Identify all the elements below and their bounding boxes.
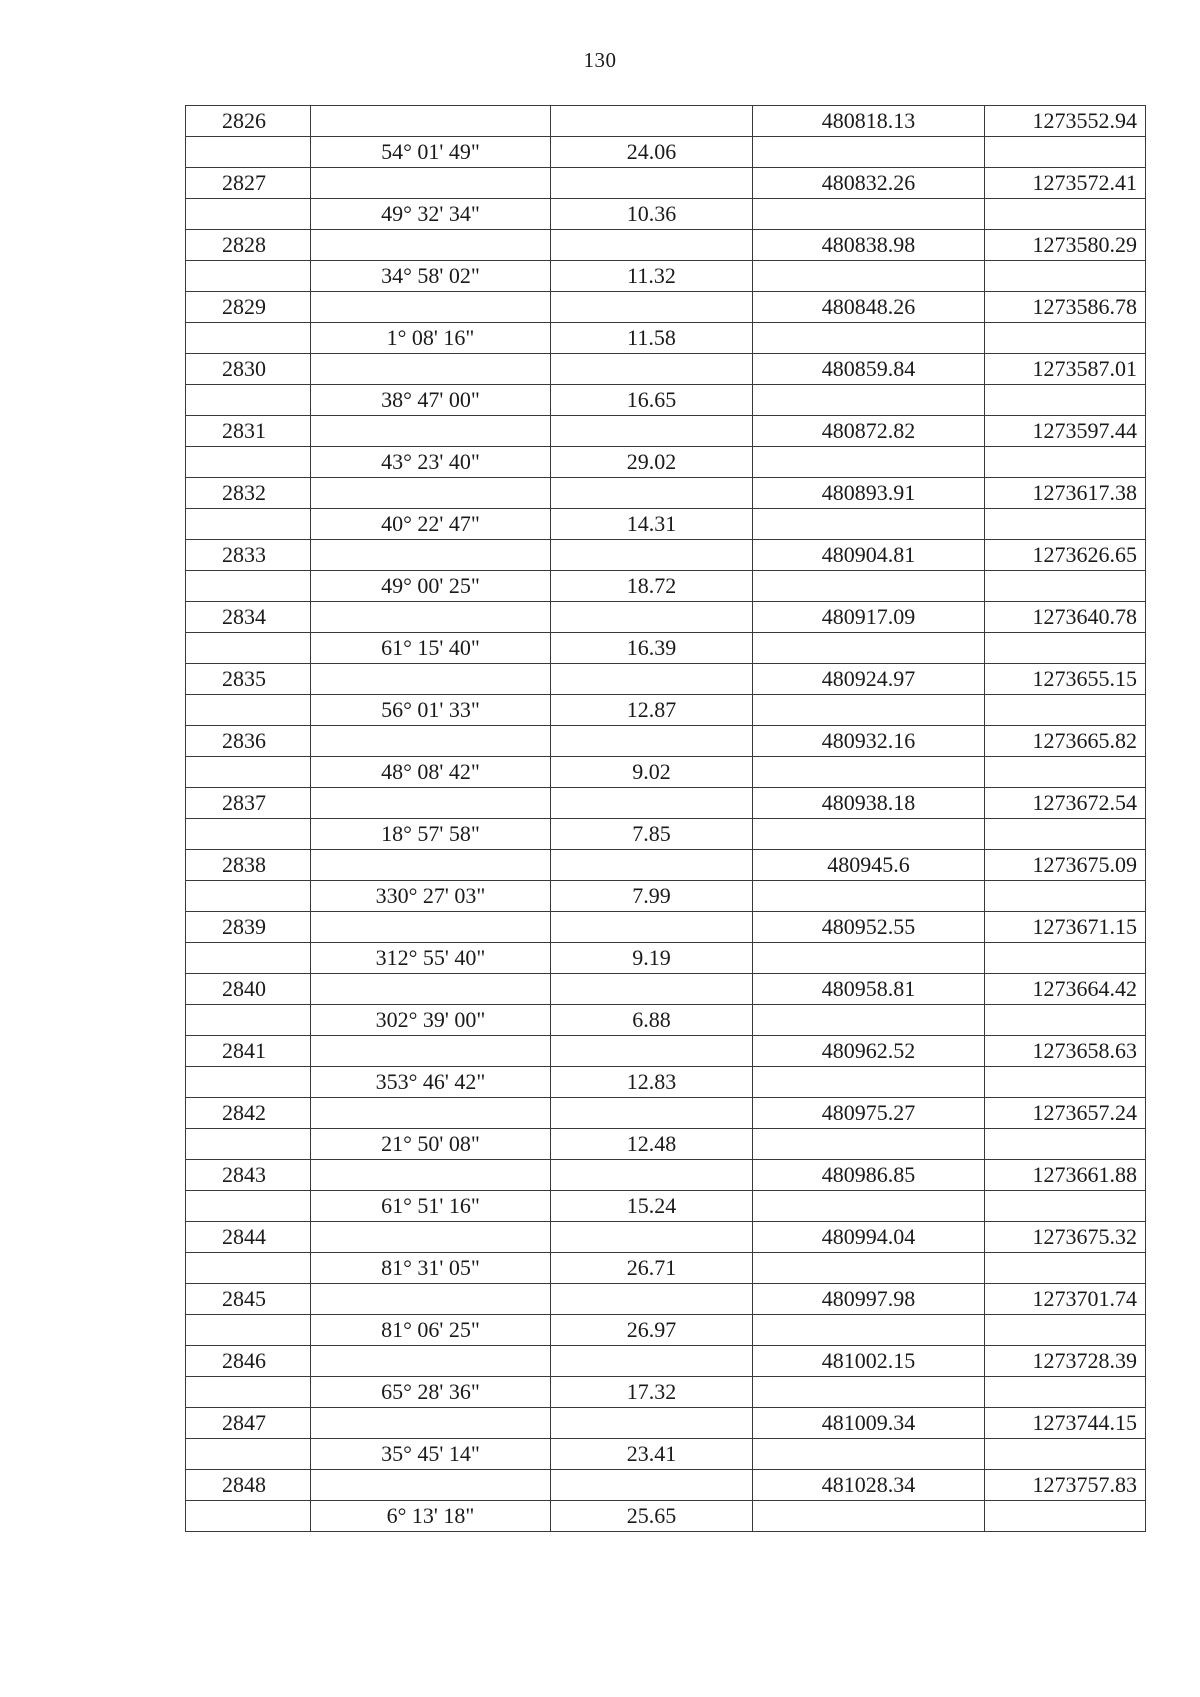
bearing-cell: 302° 39' 00" bbox=[311, 1005, 551, 1036]
point-number-cell: 2843 bbox=[186, 1160, 311, 1191]
table-row-point bbox=[186, 850, 1146, 881]
bearing-cell: 81° 31' 05" bbox=[311, 1253, 551, 1284]
distance-cell: 29.02 bbox=[551, 447, 753, 478]
table-row-segment bbox=[186, 261, 1146, 292]
y-coordinate-cell: 1273587.01 bbox=[985, 354, 1146, 385]
empty-cell bbox=[311, 1470, 551, 1501]
empty-cell bbox=[753, 1439, 985, 1470]
distance-cell: 24.06 bbox=[551, 137, 753, 168]
empty-cell bbox=[985, 1191, 1146, 1222]
empty-cell bbox=[985, 1315, 1146, 1346]
bearing-cell: 61° 15' 40" bbox=[311, 633, 551, 664]
empty-cell bbox=[753, 757, 985, 788]
table-row-point bbox=[186, 1036, 1146, 1067]
distance-cell: 12.83 bbox=[551, 1067, 753, 1098]
table-row-segment bbox=[186, 1501, 1146, 1532]
table-row-segment bbox=[186, 695, 1146, 726]
empty-cell bbox=[551, 168, 753, 199]
y-coordinate-cell: 1273675.32 bbox=[985, 1222, 1146, 1253]
distance-cell: 7.99 bbox=[551, 881, 753, 912]
empty-cell bbox=[753, 881, 985, 912]
empty-cell bbox=[311, 354, 551, 385]
point-number-cell: 2838 bbox=[186, 850, 311, 881]
x-coordinate-cell: 480893.91 bbox=[753, 478, 985, 509]
empty-cell bbox=[985, 261, 1146, 292]
x-coordinate-cell: 480848.26 bbox=[753, 292, 985, 323]
distance-cell: 9.02 bbox=[551, 757, 753, 788]
empty-cell bbox=[753, 1377, 985, 1408]
survey-coordinates-table bbox=[185, 105, 1146, 1532]
bearing-cell: 35° 45' 14" bbox=[311, 1439, 551, 1470]
x-coordinate-cell: 480962.52 bbox=[753, 1036, 985, 1067]
empty-cell bbox=[985, 757, 1146, 788]
empty-cell bbox=[753, 1129, 985, 1160]
bearing-cell: 54° 01' 49" bbox=[311, 137, 551, 168]
empty-cell bbox=[985, 1501, 1146, 1532]
bearing-cell: 56° 01' 33" bbox=[311, 695, 551, 726]
bearing-cell: 43° 23' 40" bbox=[311, 447, 551, 478]
empty-cell bbox=[551, 354, 753, 385]
distance-cell: 23.41 bbox=[551, 1439, 753, 1470]
table-row-segment bbox=[186, 571, 1146, 602]
table-row-segment bbox=[186, 633, 1146, 664]
empty-cell bbox=[551, 1346, 753, 1377]
y-coordinate-cell: 1273664.42 bbox=[985, 974, 1146, 1005]
empty-cell bbox=[311, 168, 551, 199]
point-number-cell: 2829 bbox=[186, 292, 311, 323]
empty-cell bbox=[753, 1191, 985, 1222]
table-row-segment bbox=[186, 385, 1146, 416]
empty-cell bbox=[186, 819, 311, 850]
table-row-point bbox=[186, 1284, 1146, 1315]
empty-cell bbox=[186, 695, 311, 726]
table-row-point bbox=[186, 1408, 1146, 1439]
empty-cell bbox=[551, 1408, 753, 1439]
table-row-segment bbox=[186, 509, 1146, 540]
bearing-cell: 49° 00' 25" bbox=[311, 571, 551, 602]
empty-cell bbox=[985, 695, 1146, 726]
y-coordinate-cell: 1273728.39 bbox=[985, 1346, 1146, 1377]
table-row-segment bbox=[186, 447, 1146, 478]
empty-cell bbox=[551, 230, 753, 261]
table-row-segment bbox=[186, 137, 1146, 168]
empty-cell bbox=[186, 1315, 311, 1346]
empty-cell bbox=[985, 385, 1146, 416]
empty-cell bbox=[551, 664, 753, 695]
bearing-cell: 49° 32' 34" bbox=[311, 199, 551, 230]
empty-cell bbox=[985, 1377, 1146, 1408]
empty-cell bbox=[551, 850, 753, 881]
empty-cell bbox=[186, 447, 311, 478]
table-row-point bbox=[186, 1222, 1146, 1253]
table-row-segment bbox=[186, 881, 1146, 912]
bearing-cell: 48° 08' 42" bbox=[311, 757, 551, 788]
table-row-segment bbox=[186, 1439, 1146, 1470]
empty-cell bbox=[753, 695, 985, 726]
table-row-point bbox=[186, 974, 1146, 1005]
x-coordinate-cell: 480975.27 bbox=[753, 1098, 985, 1129]
x-coordinate-cell: 481009.34 bbox=[753, 1408, 985, 1439]
bearing-cell: 21° 50' 08" bbox=[311, 1129, 551, 1160]
point-number-cell: 2844 bbox=[186, 1222, 311, 1253]
empty-cell bbox=[186, 1253, 311, 1284]
table-row-point bbox=[186, 168, 1146, 199]
table-row-point bbox=[186, 416, 1146, 447]
empty-cell bbox=[551, 1160, 753, 1191]
y-coordinate-cell: 1273658.63 bbox=[985, 1036, 1146, 1067]
empty-cell bbox=[311, 1346, 551, 1377]
empty-cell bbox=[311, 416, 551, 447]
empty-cell bbox=[311, 1284, 551, 1315]
empty-cell bbox=[186, 1191, 311, 1222]
empty-cell bbox=[985, 881, 1146, 912]
empty-cell bbox=[186, 323, 311, 354]
table-row-point bbox=[186, 788, 1146, 819]
x-coordinate-cell: 480952.55 bbox=[753, 912, 985, 943]
table-row-segment bbox=[186, 199, 1146, 230]
y-coordinate-cell: 1273757.83 bbox=[985, 1470, 1146, 1501]
table-row-point bbox=[186, 1160, 1146, 1191]
empty-cell bbox=[753, 323, 985, 354]
empty-cell bbox=[311, 540, 551, 571]
empty-cell bbox=[985, 1067, 1146, 1098]
bearing-cell: 1° 08' 16" bbox=[311, 323, 551, 354]
empty-cell bbox=[551, 106, 753, 137]
table-row-segment bbox=[186, 1005, 1146, 1036]
table-row-point bbox=[186, 726, 1146, 757]
empty-cell bbox=[985, 1439, 1146, 1470]
table-row-segment bbox=[186, 943, 1146, 974]
table-row-point bbox=[186, 664, 1146, 695]
point-number-cell: 2847 bbox=[186, 1408, 311, 1439]
distance-cell: 26.71 bbox=[551, 1253, 753, 1284]
point-number-cell: 2845 bbox=[186, 1284, 311, 1315]
x-coordinate-cell: 480932.16 bbox=[753, 726, 985, 757]
distance-cell: 15.24 bbox=[551, 1191, 753, 1222]
distance-cell: 12.48 bbox=[551, 1129, 753, 1160]
table-row-point bbox=[186, 912, 1146, 943]
point-number-cell: 2828 bbox=[186, 230, 311, 261]
empty-cell bbox=[985, 447, 1146, 478]
x-coordinate-cell: 480859.84 bbox=[753, 354, 985, 385]
x-coordinate-cell: 480938.18 bbox=[753, 788, 985, 819]
table-row-segment bbox=[186, 1067, 1146, 1098]
distance-cell: 17.32 bbox=[551, 1377, 753, 1408]
empty-cell bbox=[186, 943, 311, 974]
empty-cell bbox=[311, 292, 551, 323]
empty-cell bbox=[985, 509, 1146, 540]
empty-cell bbox=[311, 1036, 551, 1067]
empty-cell bbox=[186, 137, 311, 168]
distance-cell: 11.58 bbox=[551, 323, 753, 354]
point-number-cell: 2841 bbox=[186, 1036, 311, 1067]
bearing-cell: 40° 22' 47" bbox=[311, 509, 551, 540]
table-row-point bbox=[186, 478, 1146, 509]
empty-cell bbox=[186, 199, 311, 230]
distance-cell: 6.88 bbox=[551, 1005, 753, 1036]
empty-cell bbox=[311, 1222, 551, 1253]
x-coordinate-cell: 480832.26 bbox=[753, 168, 985, 199]
bearing-cell: 81° 06' 25" bbox=[311, 1315, 551, 1346]
y-coordinate-cell: 1273617.38 bbox=[985, 478, 1146, 509]
y-coordinate-cell: 1273671.15 bbox=[985, 912, 1146, 943]
distance-cell: 16.39 bbox=[551, 633, 753, 664]
x-coordinate-cell: 480958.81 bbox=[753, 974, 985, 1005]
empty-cell bbox=[186, 385, 311, 416]
table-row-segment bbox=[186, 1377, 1146, 1408]
table-row-point bbox=[186, 1346, 1146, 1377]
empty-cell bbox=[311, 850, 551, 881]
empty-cell bbox=[753, 385, 985, 416]
y-coordinate-cell: 1273597.44 bbox=[985, 416, 1146, 447]
empty-cell bbox=[311, 1098, 551, 1129]
y-coordinate-cell: 1273657.24 bbox=[985, 1098, 1146, 1129]
table-row-segment bbox=[186, 323, 1146, 354]
x-coordinate-cell: 480997.98 bbox=[753, 1284, 985, 1315]
table-row-segment bbox=[186, 1129, 1146, 1160]
table-row-point bbox=[186, 292, 1146, 323]
x-coordinate-cell: 480818.13 bbox=[753, 106, 985, 137]
empty-cell bbox=[753, 571, 985, 602]
empty-cell bbox=[186, 633, 311, 664]
table-row-segment bbox=[186, 1315, 1146, 1346]
empty-cell bbox=[985, 199, 1146, 230]
point-number-cell: 2848 bbox=[186, 1470, 311, 1501]
empty-cell bbox=[985, 1129, 1146, 1160]
empty-cell bbox=[186, 261, 311, 292]
x-coordinate-cell: 480917.09 bbox=[753, 602, 985, 633]
distance-cell: 9.19 bbox=[551, 943, 753, 974]
empty-cell bbox=[186, 509, 311, 540]
point-number-cell: 2833 bbox=[186, 540, 311, 571]
empty-cell bbox=[753, 633, 985, 664]
empty-cell bbox=[551, 1222, 753, 1253]
point-number-cell: 2826 bbox=[186, 106, 311, 137]
y-coordinate-cell: 1273701.74 bbox=[985, 1284, 1146, 1315]
page-number: 130 bbox=[583, 48, 617, 72]
table-row-segment bbox=[186, 819, 1146, 850]
empty-cell bbox=[985, 943, 1146, 974]
empty-cell bbox=[551, 726, 753, 757]
point-number-cell: 2835 bbox=[186, 664, 311, 695]
table-row-segment bbox=[186, 1253, 1146, 1284]
distance-cell: 18.72 bbox=[551, 571, 753, 602]
x-coordinate-cell: 480872.82 bbox=[753, 416, 985, 447]
y-coordinate-cell: 1273640.78 bbox=[985, 602, 1146, 633]
table-row-point bbox=[186, 354, 1146, 385]
empty-cell bbox=[753, 199, 985, 230]
table-row-point bbox=[186, 1470, 1146, 1501]
x-coordinate-cell: 480904.81 bbox=[753, 540, 985, 571]
table-row-point bbox=[186, 230, 1146, 261]
empty-cell bbox=[985, 819, 1146, 850]
y-coordinate-cell: 1273586.78 bbox=[985, 292, 1146, 323]
empty-cell bbox=[753, 1005, 985, 1036]
x-coordinate-cell: 480838.98 bbox=[753, 230, 985, 261]
empty-cell bbox=[753, 1253, 985, 1284]
empty-cell bbox=[186, 1005, 311, 1036]
empty-cell bbox=[985, 323, 1146, 354]
empty-cell bbox=[985, 1005, 1146, 1036]
point-number-cell: 2837 bbox=[186, 788, 311, 819]
empty-cell bbox=[551, 478, 753, 509]
distance-cell: 10.36 bbox=[551, 199, 753, 230]
point-number-cell: 2834 bbox=[186, 602, 311, 633]
empty-cell bbox=[985, 137, 1146, 168]
empty-cell bbox=[551, 912, 753, 943]
point-number-cell: 2827 bbox=[186, 168, 311, 199]
y-coordinate-cell: 1273665.82 bbox=[985, 726, 1146, 757]
point-number-cell: 2846 bbox=[186, 1346, 311, 1377]
bearing-cell: 34° 58' 02" bbox=[311, 261, 551, 292]
y-coordinate-cell: 1273572.41 bbox=[985, 168, 1146, 199]
table-row-point bbox=[186, 106, 1146, 137]
empty-cell bbox=[311, 974, 551, 1005]
empty-cell bbox=[186, 881, 311, 912]
table-body bbox=[186, 106, 1146, 1532]
empty-cell bbox=[551, 1098, 753, 1129]
point-number-cell: 2832 bbox=[186, 478, 311, 509]
empty-cell bbox=[753, 447, 985, 478]
empty-cell bbox=[186, 1439, 311, 1470]
distance-cell: 14.31 bbox=[551, 509, 753, 540]
empty-cell bbox=[186, 757, 311, 788]
empty-cell bbox=[311, 478, 551, 509]
empty-cell bbox=[753, 943, 985, 974]
distance-cell: 7.85 bbox=[551, 819, 753, 850]
y-coordinate-cell: 1273626.65 bbox=[985, 540, 1146, 571]
y-coordinate-cell: 1273744.15 bbox=[985, 1408, 1146, 1439]
bearing-cell: 330° 27' 03" bbox=[311, 881, 551, 912]
empty-cell bbox=[311, 1408, 551, 1439]
empty-cell bbox=[551, 602, 753, 633]
distance-cell: 12.87 bbox=[551, 695, 753, 726]
point-number-cell: 2842 bbox=[186, 1098, 311, 1129]
empty-cell bbox=[186, 1501, 311, 1532]
bearing-cell: 18° 57' 58" bbox=[311, 819, 551, 850]
table-row-point bbox=[186, 602, 1146, 633]
empty-cell bbox=[753, 1067, 985, 1098]
bearing-cell: 61° 51' 16" bbox=[311, 1191, 551, 1222]
table-row-point bbox=[186, 540, 1146, 571]
empty-cell bbox=[551, 1470, 753, 1501]
bearing-cell: 6° 13' 18" bbox=[311, 1501, 551, 1532]
y-coordinate-cell: 1273675.09 bbox=[985, 850, 1146, 881]
x-coordinate-cell: 480994.04 bbox=[753, 1222, 985, 1253]
point-number-cell: 2839 bbox=[186, 912, 311, 943]
x-coordinate-cell: 480945.6 bbox=[753, 850, 985, 881]
empty-cell bbox=[551, 1036, 753, 1067]
empty-cell bbox=[311, 664, 551, 695]
empty-cell bbox=[311, 912, 551, 943]
point-number-cell: 2830 bbox=[186, 354, 311, 385]
y-coordinate-cell: 1273672.54 bbox=[985, 788, 1146, 819]
empty-cell bbox=[551, 1284, 753, 1315]
x-coordinate-cell: 480986.85 bbox=[753, 1160, 985, 1191]
empty-cell bbox=[551, 540, 753, 571]
empty-cell bbox=[551, 974, 753, 1005]
table-row-segment bbox=[186, 1191, 1146, 1222]
distance-cell: 25.65 bbox=[551, 1501, 753, 1532]
y-coordinate-cell: 1273580.29 bbox=[985, 230, 1146, 261]
bearing-cell: 353° 46' 42" bbox=[311, 1067, 551, 1098]
empty-cell bbox=[311, 726, 551, 757]
table-row-segment bbox=[186, 757, 1146, 788]
y-coordinate-cell: 1273655.15 bbox=[985, 664, 1146, 695]
empty-cell bbox=[985, 571, 1146, 602]
bearing-cell: 312° 55' 40" bbox=[311, 943, 551, 974]
empty-cell bbox=[311, 1160, 551, 1191]
bearing-cell: 65° 28' 36" bbox=[311, 1377, 551, 1408]
empty-cell bbox=[311, 788, 551, 819]
empty-cell bbox=[186, 1377, 311, 1408]
empty-cell bbox=[753, 261, 985, 292]
empty-cell bbox=[311, 602, 551, 633]
distance-cell: 26.97 bbox=[551, 1315, 753, 1346]
empty-cell bbox=[186, 1129, 311, 1160]
empty-cell bbox=[551, 416, 753, 447]
bearing-cell: 38° 47' 00" bbox=[311, 385, 551, 416]
empty-cell bbox=[753, 819, 985, 850]
empty-cell bbox=[311, 230, 551, 261]
empty-cell bbox=[551, 788, 753, 819]
empty-cell bbox=[186, 1067, 311, 1098]
empty-cell bbox=[753, 1315, 985, 1346]
empty-cell bbox=[186, 571, 311, 602]
table-row-point bbox=[186, 1098, 1146, 1129]
y-coordinate-cell: 1273552.94 bbox=[985, 106, 1146, 137]
empty-cell bbox=[311, 106, 551, 137]
point-number-cell: 2840 bbox=[186, 974, 311, 1005]
distance-cell: 11.32 bbox=[551, 261, 753, 292]
point-number-cell: 2831 bbox=[186, 416, 311, 447]
empty-cell bbox=[753, 509, 985, 540]
x-coordinate-cell: 481028.34 bbox=[753, 1470, 985, 1501]
y-coordinate-cell: 1273661.88 bbox=[985, 1160, 1146, 1191]
empty-cell bbox=[551, 292, 753, 323]
empty-cell bbox=[985, 633, 1146, 664]
distance-cell: 16.65 bbox=[551, 385, 753, 416]
point-number-cell: 2836 bbox=[186, 726, 311, 757]
x-coordinate-cell: 481002.15 bbox=[753, 1346, 985, 1377]
x-coordinate-cell: 480924.97 bbox=[753, 664, 985, 695]
empty-cell bbox=[985, 1253, 1146, 1284]
empty-cell bbox=[753, 137, 985, 168]
empty-cell bbox=[753, 1501, 985, 1532]
